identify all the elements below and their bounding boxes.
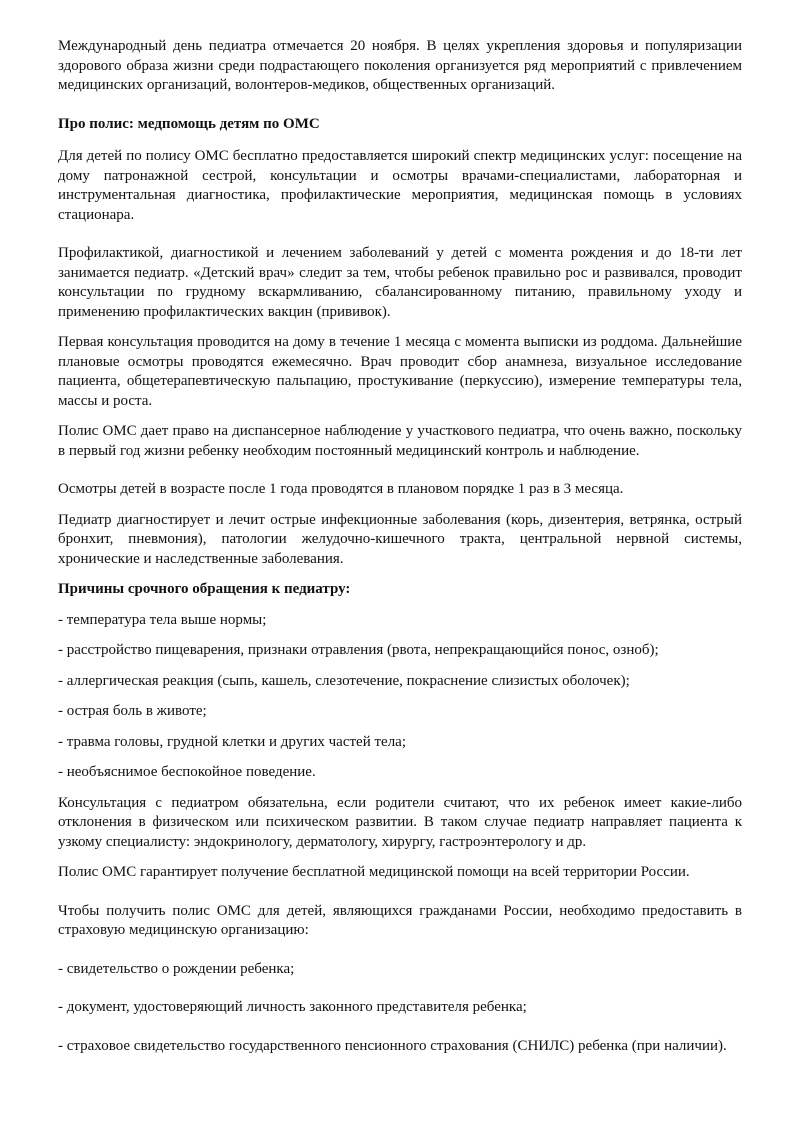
document-list-item: - страховое свидетельство государственного пенсионного страхования (СНИЛС) ребенка (при наличии). <box>58 1037 727 1054</box>
section-heading-oms: Про полис: медпомощь детям по ОМС <box>58 115 320 132</box>
paragraph-specialist: Консультация с педиатром обязательна, если родители считают, что их ребенок имеет какие-либо отклонения в физическом или психическом развитии. В таком случае педиатр направляет пациента к узкому специалисту: эндокринологу, дерматологу, хирургу, гастроэнтерологу и др. <box>58 794 742 850</box>
list-item: - острая боль в животе; <box>58 703 207 719</box>
section-heading-urgent: Причины срочного обращения к педиатру: <box>58 581 351 597</box>
paragraph-guarantee: Полис ОМС гарантирует получение бесплатной медицинской помощи на всей территории России. <box>58 864 690 880</box>
document-list-item: - документ, удостоверяющий личность законного представителя ребенка; <box>58 999 527 1015</box>
intro-paragraph: Международный день педиатра отмечается 20 ноября. В целях укрепления здоровья и популяризации здорового образа жизни среди подрастающего поколения организуется ряд мероприятий с привлечением медицинских организаций, волонтеров-медиков, общественных организаций. <box>58 38 742 93</box>
paragraph-checkups: Осмотры детей в возрасте после 1 года проводятся в плановом порядке 1 раз в 3 месяца. <box>58 481 624 497</box>
list-item: - температура тела выше нормы; <box>58 611 267 628</box>
paragraph-diseases: Педиатр диагностирует и лечит острые инфекционные заболевания (корь, дизентерия, ветрянка, острый бронхит, пневмония), патологии желудочно-кишечного тракта, центральной нервной системы, хронические и наследственные заболевания. <box>58 511 742 567</box>
paragraph-oms-services: Для детей по полису ОМС бесплатно предоставляется широкий спектр медицинских услуг: посещение на дому патронажной сестрой, консультации и осмотры врачами-специалистами, лабораторная и инструментальная диагностика, профилактические мероприятия, медицинская помощь в условиях стационара. <box>58 148 742 223</box>
paragraph-pediatrician-role: Профилактикой, диагностикой и лечением заболеваний у детей с момента рождения и до 18-ти лет занимается педиатр. «Детский врач» следит за тем, чтобы ребенок правильно рос и развивался, проводит консультации по грудному вскармливанию, сбалансированному питанию, правильному уходу и применению профилактических вакцин (прививок). <box>58 245 742 320</box>
list-item: - аллергическая реакция (сыпь, кашель, слезотечение, покраснение слизистых оболочек); <box>58 672 630 689</box>
document-page <box>58 37 742 1056</box>
paragraph-how-to-get: Чтобы получить полис ОМС для детей, являющихся гражданами России, необходимо предоставить в страховую медицинскую организацию: <box>58 902 742 938</box>
paragraph-dispensary: Полис ОМС дает право на диспансерное наблюдение у участкового педиатра, что очень важно, поскольку в первый год жизни ребенку необходим постоянный медицинский контроль и наблюдение. <box>58 423 742 459</box>
list-item: - расстройство пищеварения, признаки отравления (рвота, непрекращающийся понос, озноб); <box>58 642 659 658</box>
list-item: - необъяснимое беспокойное поведение. <box>58 764 316 780</box>
list-item: - травма головы, грудной клетки и других частей тела; <box>58 733 407 750</box>
document-list-item: - свидетельство о рождении ребенка; <box>58 960 295 977</box>
paragraph-first-consultation: Первая консультация проводится на дому в течение 1 месяца с момента выписки из роддома. Дальнейшие плановые осмотры проводятся ежемесячно. Врач проводит сбор анамнеза, визуальное исследование пациента, общетерапевтическую пальпацию, простукивание (перкуссию), измерение температуры тела, массы и роста. <box>58 334 742 409</box>
